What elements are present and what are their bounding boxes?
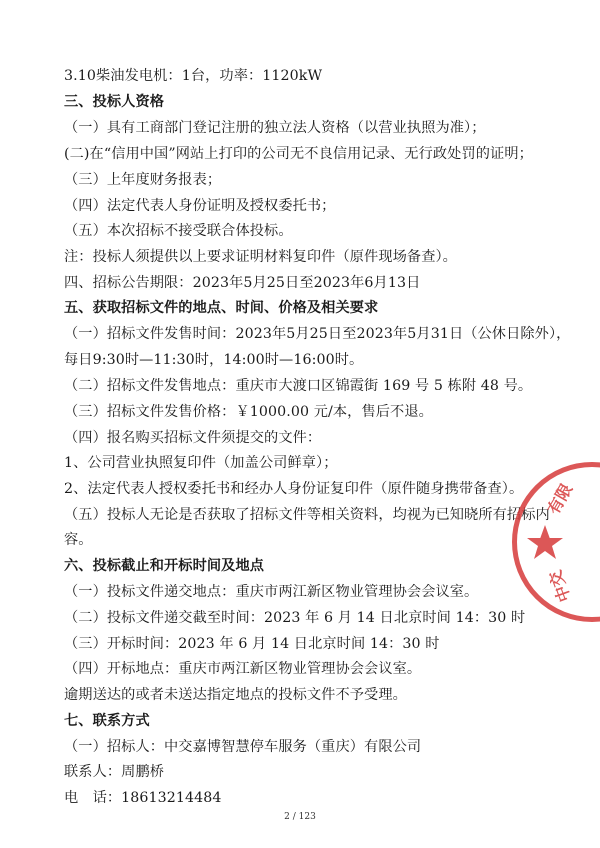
section-heading: 六、投标截止和开标时间及地点 — [64, 558, 265, 574]
text-line: （二）投标文件递交截至时间：2023 年 6 月 14 日北京时间 14：30 时 — [64, 610, 526, 626]
text-line: 3.10柴油发电机：1台，功率：1120kW — [64, 68, 323, 84]
text-line: 2、法定代表人授权委托书和经办人身份证复印件（原件随身携带备查）。 — [64, 481, 524, 497]
text-line: （一）具有工商部门登记注册的独立法人资格（以营业执照为准）； — [64, 120, 486, 136]
text-line: (二)在“信用中国”网站上打印的公司无不良信用记录、无行政处罚的证明； — [64, 146, 533, 162]
company-seal — [512, 462, 600, 622]
text-line: 1、公司营业执照复印件（加盖公司鲜章）； — [64, 455, 338, 471]
seal-text-bottom: 中交 — [545, 567, 575, 605]
text-line: （三）招标文件发售价格：￥1000.00 元/本，售后不退。 — [64, 404, 433, 420]
text-line: （一）投标文件递交地点：重庆市两江新区物业管理协会会议室。 — [64, 584, 479, 600]
text-line: （四）开标地点：重庆市两江新区物业管理协会会议室。 — [64, 661, 422, 677]
text-line: （四）法定代表人身份证明及授权委托书； — [64, 198, 336, 214]
text-line: 逾期送达的或者未送达指定地点的投标文件不予受理。 — [64, 687, 407, 703]
text-line: 注：投标人须提供以上要求证明材料复印件（原件现场备查）。 — [64, 249, 457, 265]
text-line: （二）招标文件发售地点：重庆市大渡口区锦霞街 169 号 5 栋附 48 号。 — [64, 378, 533, 394]
text-line: 每日9:30时—11:30时，14:00时—16:00时。 — [64, 352, 364, 368]
text-line: （五）本次招标不接受联合体投标。 — [64, 223, 293, 239]
text-line: （三）开标时间：2023 年 6 月 14 日北京时间 14：30 时 — [64, 636, 440, 652]
text-line: （四）报名购买招标文件须提交的文件： — [64, 430, 322, 446]
text-line: 联系人：周鹏桥 — [64, 764, 165, 780]
text-line: （一）招标文件发售时间：2023年5月25日至2023年5月31日（公休日除外）， — [64, 326, 571, 342]
seal-text-top: 有限 — [543, 480, 577, 518]
text-line: 容。 — [64, 532, 93, 548]
page-number: 2 / 123 — [284, 812, 316, 822]
text-line: （五）投标人无论是否获取了招标文件等相关资料，均视为已知晓所有招标内 — [64, 507, 550, 523]
text-line: 电 话：18613214484 — [64, 790, 222, 806]
section-heading: 三、投标人资格 — [64, 94, 165, 110]
text-line: （一）招标人：中交嘉博智慧停车服务（重庆）有限公司 — [64, 739, 422, 755]
seal-star-icon — [525, 523, 565, 563]
section-heading: 四、招标公告期限：2023年5月25日至2023年6月13日 — [64, 275, 421, 291]
section-heading: 五、获取招标文件的地点、时间、价格及相关要求 — [64, 300, 379, 316]
text-line: （三）上年度财务报表； — [64, 172, 222, 188]
section-heading: 七、联系方式 — [64, 713, 150, 729]
